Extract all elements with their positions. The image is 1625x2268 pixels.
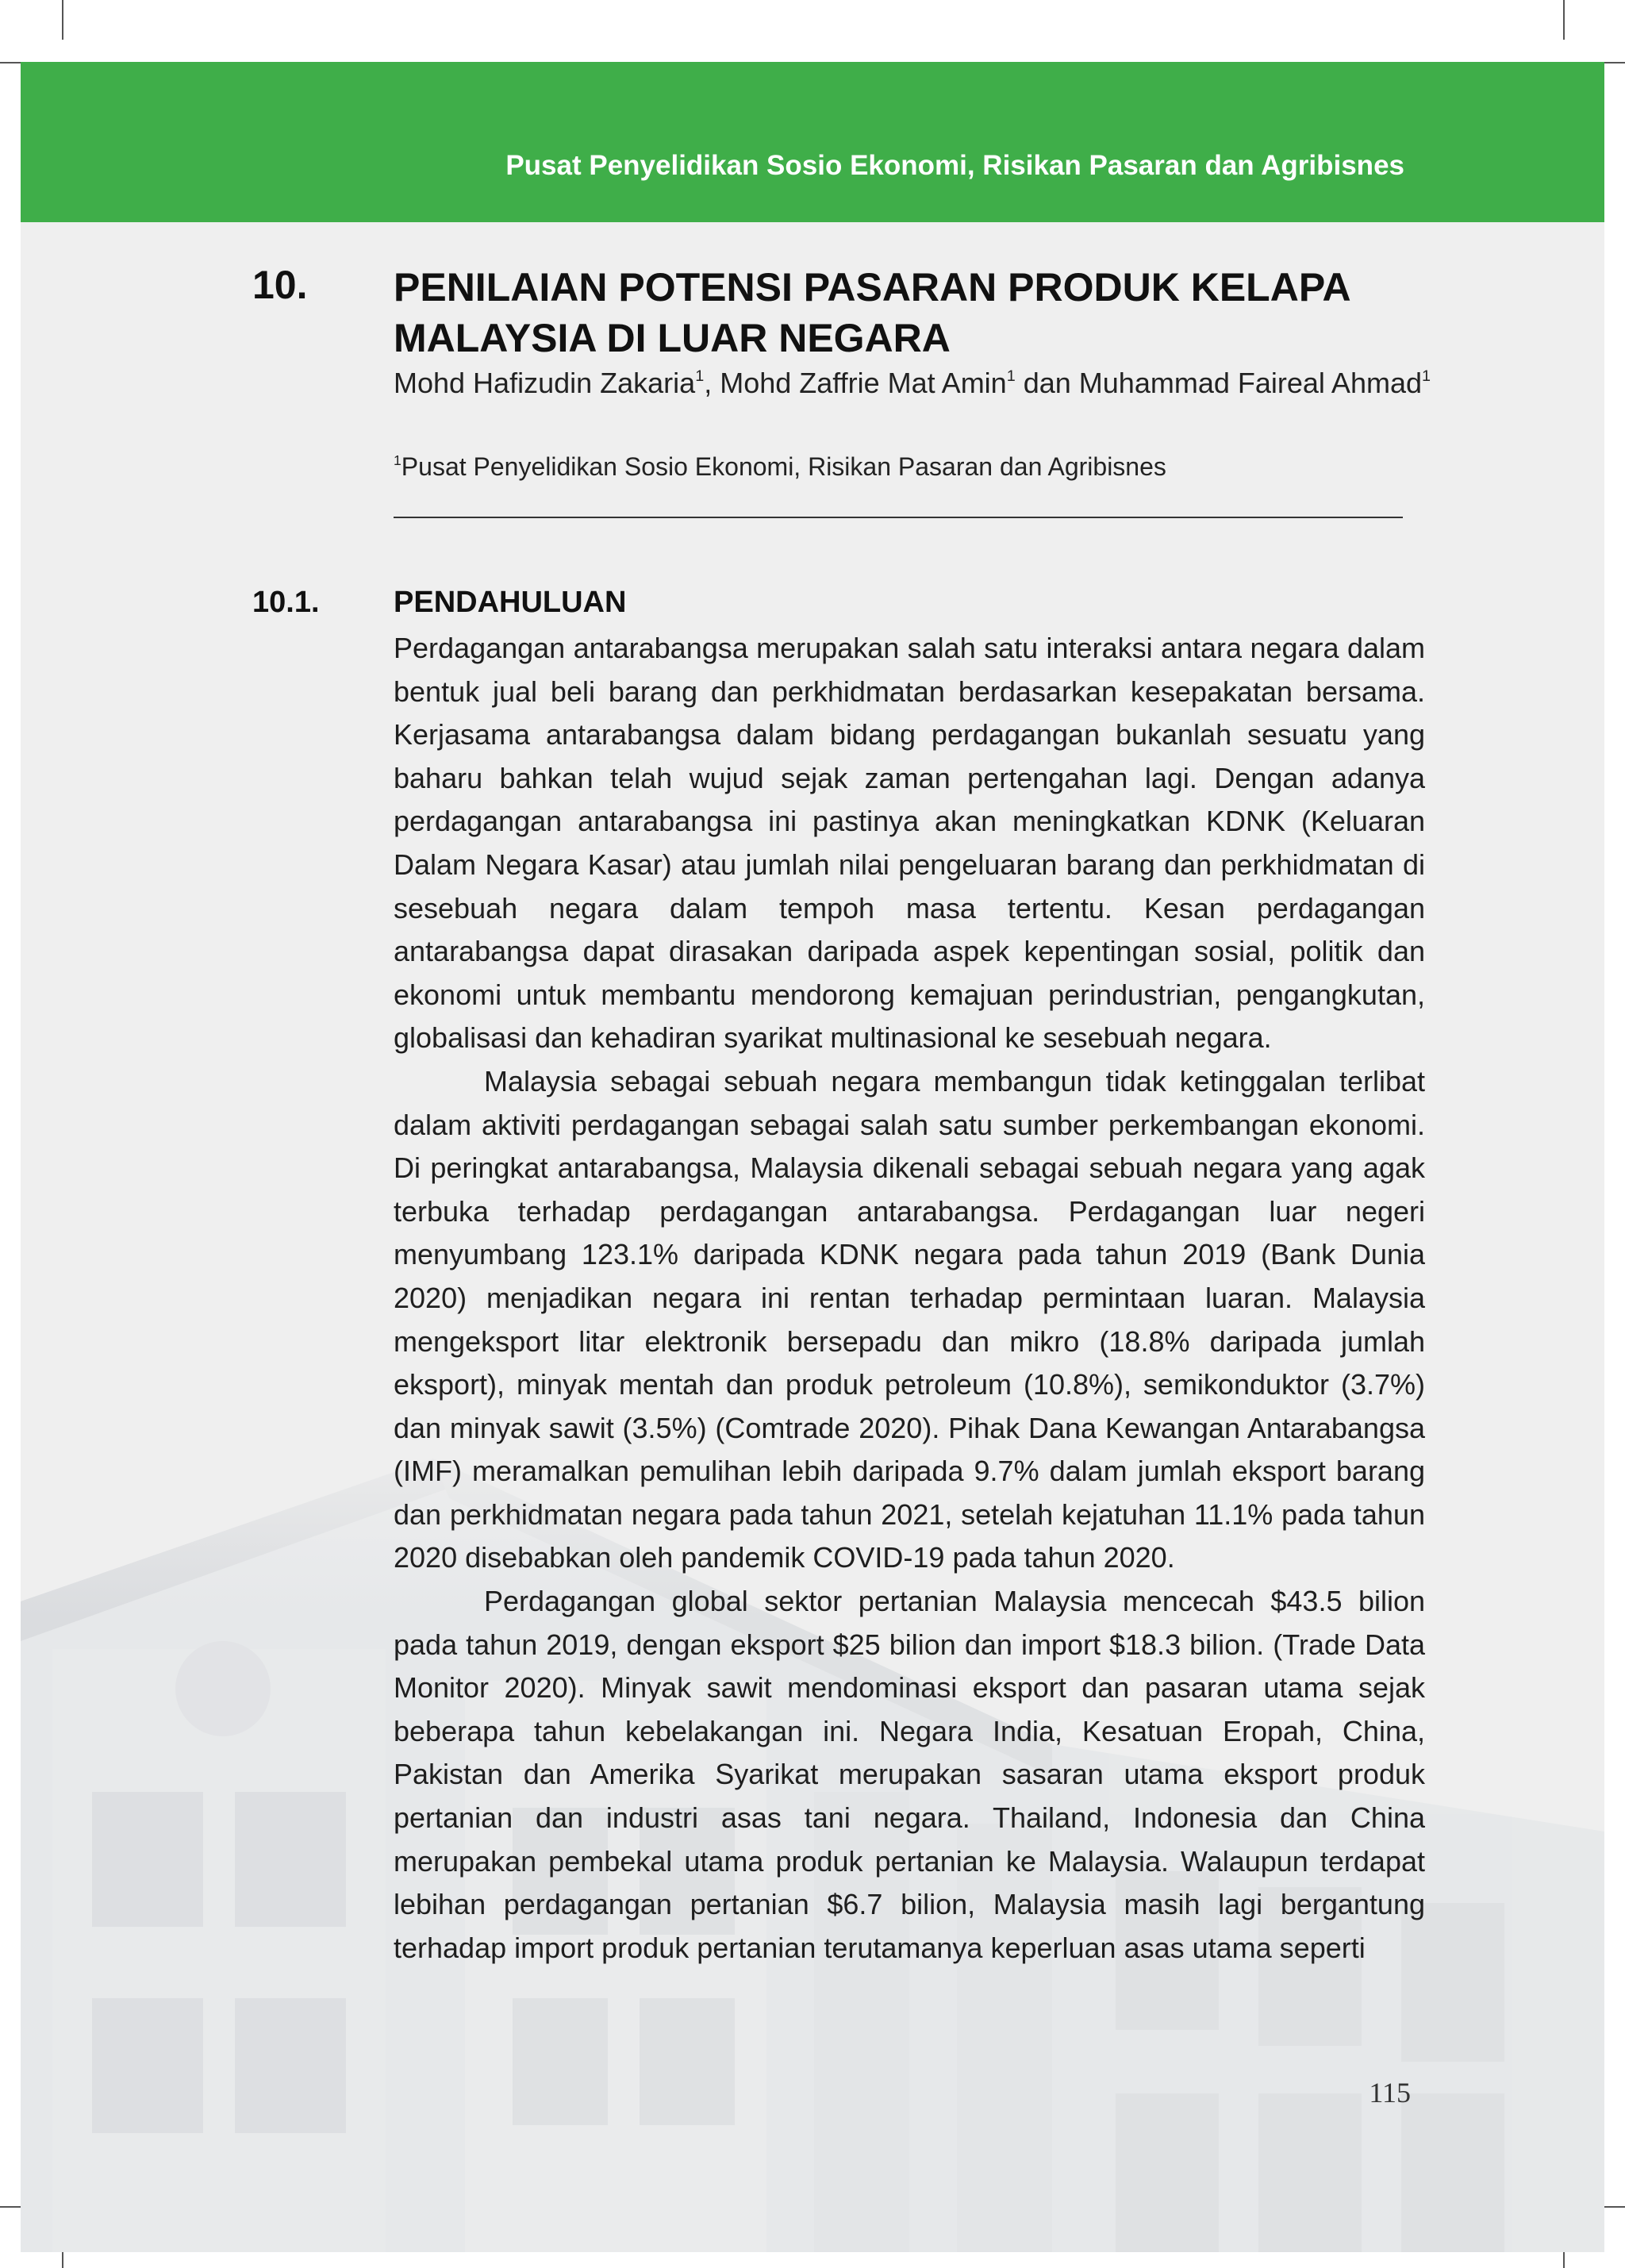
chapter-title <box>394 262 1441 363</box>
author-list <box>394 367 1473 400</box>
crop-mark-top-right-v <box>1563 0 1565 40</box>
crop-mark-top-left-v <box>62 0 63 40</box>
author-name: Muhammad Faireal Ahmad <box>1078 367 1422 399</box>
author-separator: , <box>704 367 720 399</box>
affiliation-mark: 1 <box>394 452 401 468</box>
affiliation <box>394 452 1473 482</box>
chapter-title-line-2: MALAYSIA DI LUAR NEGARA <box>394 316 951 360</box>
page-number: 115 <box>1369 2077 1411 2108</box>
header-title: Pusat Penyelidikan Sosio Ekonomi, Risikan Pasaran dan Agribisnes <box>505 150 1404 181</box>
paragraph: Perdagangan global sektor pertanian Malaysia mencecah $43.5 bilion pada tahun 2019, dengan eksport $25 bilion dan import $18.3 bilion. (Trade Data Monitor 2020). Minyak sawit mendominasi eksport dan pasaran utama sejak beberapa tahun kebelakangan ini. Negara India, Kesatuan Eropah, China, Pakistan dan Amerika Syarikat merupakan sasaran utama eksport produk pertanian dan industri asas tani negara. Thailand, Indonesia dan China merupakan pembekal utama produk pertanian ke Malaysia. Walaupun terdapat lebihan perdagangan pertanian $6.7 bilion, Malaysia masih lagi bergantung terhadap import produk pertanian terutamanya keperluan asas utama seperti <box>394 1585 1425 1964</box>
author-name: Mohd Zaffrie Mat Amin <box>720 367 1007 399</box>
chapter-number: 10. <box>252 263 308 307</box>
paragraph: Perdagangan antarabangsa merupakan salah satu interaksi antara negara dalam bentuk jual beli barang dan perkhidmatan berdasarkan kesepakatan bersama. Kerjasama antarabangsa dalam bidang perdagangan bukanlah sesuatu yang baharu bahkan telah wujud sejak zaman pertengahan lagi. Dengan adanya perdagangan antarabangsa ini pastinya akan meningkatkan KDNK (Keluaran Dalam Negara Kasar) atau jumlah nilai pengeluaran barang dan perkhidmatan di sesebuah negara dalam tempoh masa tertentu. Kesan perdagangan antarabangsa dapat dirasakan daripada aspek kepentingan sosial, politik dan ekonomi untuk membantu mendorong kemajuan perindustrian, pengangkutan, globalisasi dan kehadiran syarikat multinasional ke sesebuah negara. <box>394 632 1425 1055</box>
chapter-title-line-1: PENILAIAN POTENSI PASARAN PRODUK KELAPA <box>394 265 1351 309</box>
section-body <box>394 627 1425 1970</box>
divider <box>394 517 1403 518</box>
page <box>21 62 1604 2252</box>
author-affiliation-mark: 1 <box>1006 367 1016 386</box>
affiliation-text: Pusat Penyelidikan Sosio Ekonomi, Risikan Pasaran dan Agribisnes <box>401 452 1166 481</box>
header-band <box>21 62 1604 222</box>
author-affiliation-mark: 1 <box>1422 367 1431 386</box>
author-name: Mohd Hafizudin Zakaria <box>394 367 696 399</box>
author-affiliation-mark: 1 <box>695 367 705 386</box>
section-number: 10.1. <box>252 586 320 619</box>
author-separator: dan <box>1015 367 1079 399</box>
section-title: PENDAHULUAN <box>394 586 627 619</box>
paragraph: Malaysia sebagai sebuah negara membangun tidak ketinggalan terlibat dalam aktiviti perdagangan sebagai salah satu sumber perkembangan ekonomi. Di peringkat antarabangsa, Malaysia dikenali sebagai sebuah negara yang agak terbuka terhadap perdagangan antarabangsa. Perdagangan luar negeri menyumbang 123.1% daripada KDNK negara pada tahun 2019 (Bank Dunia 2020) menjadikan negara ini rentan terhadap permintaan luaran. Malaysia mengeksport litar elektronik bersepadu dan mikro (18.8% daripada jumlah eksport), minyak mentah dan produk petroleum (10.8%), semikonduktor (3.7%) dan minyak sawit (3.5%) (Comtrade 2020). Pihak Dana Kewangan Antarabangsa (IMF) meramalkan pemulihan lebih daripada 9.7% dalam jumlah eksport barang dan perkhidmatan negara pada tahun 2021, setelah kejatuhan 11.1% pada tahun 2020 disebabkan oleh pandemik COVID-19 pada tahun 2020. <box>394 1064 1425 1574</box>
